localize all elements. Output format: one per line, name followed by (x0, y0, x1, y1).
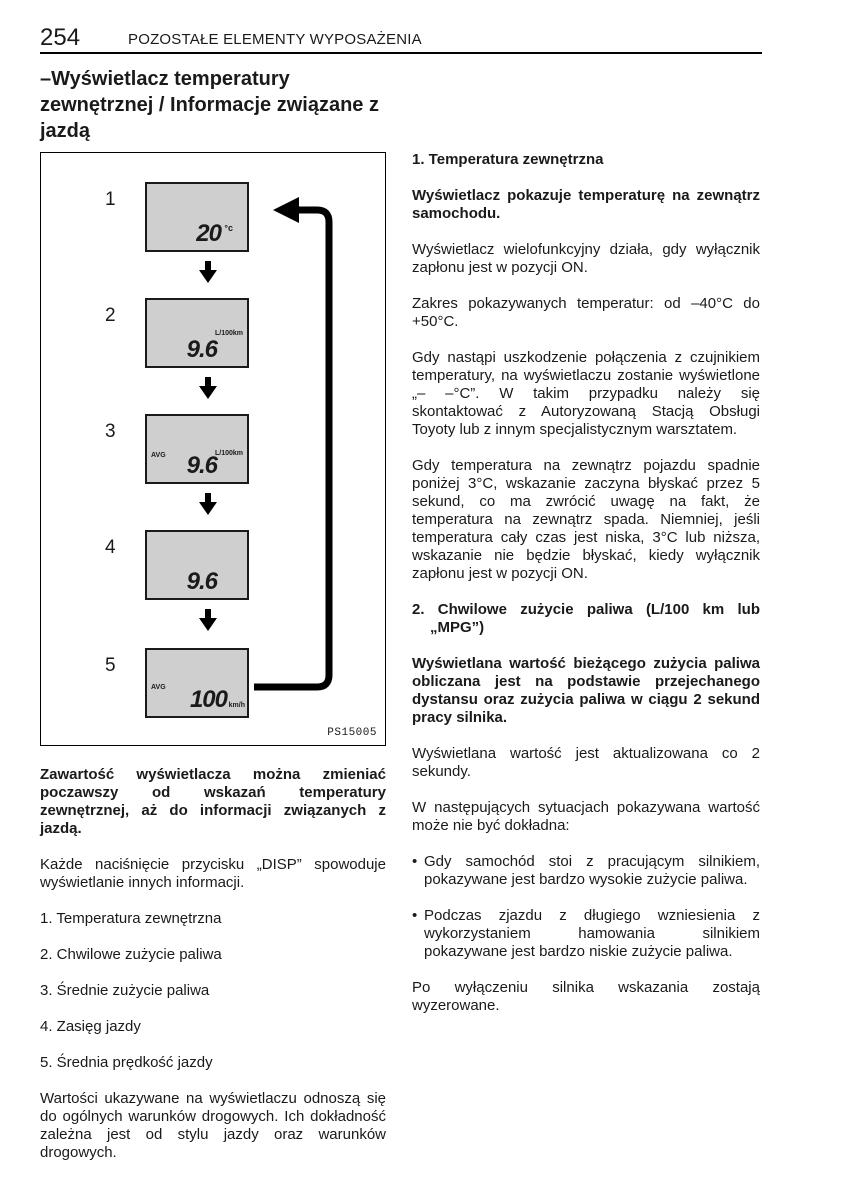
lcd-avg-label: AVG (151, 684, 166, 691)
bullet-item (412, 907, 760, 961)
step-number: 3 (105, 421, 116, 442)
conditions-paragraph: Wartości ukazywane na wyświetlaczu odnoszą się do ogólnych warunków drogowych. Ich dokładność zależna jest od stylu jazdy oraz warunków drogowych. (40, 1090, 386, 1161)
section-2-lead: Wyświetlana wartość bieżącego zużycia paliwa obliczana jest na podstawie przejechanego dystansu oraz zużycia paliwa w ciągu 2 sekund pracy silnika. (412, 655, 760, 726)
list-item: 2. Chwilowe zużycie paliwa (40, 946, 222, 963)
section-1-paragraph: Wyświetlacz wielofunkcyjny działa, gdy wyłącznik zapłonu jest w pozycji ON. (412, 241, 760, 276)
lcd-value: 9.6 (186, 452, 217, 479)
section-1-paragraph: Gdy temperatura na zewnątrz pojazdu spadnie poniżej 3°C, wskazanie zaczyna błyskać przez 5 sekund, co ma zwrócić uwagę na fakt, że temperatura na zewnątrz spada. Niemniej, jeśli temperatura cały czas jest niska, 3°C lub niższa, wskazanie nie będzie błyskać, kiedy wyłącznik zapłonu jest w pozycji ON. (412, 457, 760, 582)
bullet-icon: • (412, 853, 418, 870)
down-arrow-icon (199, 609, 217, 631)
lcd-value: 20 (196, 220, 221, 247)
section-1-paragraph: Gdy nastąpi uszkodzenie połączenia z czujnikiem temperatury, na wyświetlaczu zostanie wyświetlone „– –°C”. W takim przypadku należy się skontaktować z Autoryzowaną Stacją Obsługi Toyoty lub z innym specjalistycznym warsztatem. (412, 349, 760, 438)
lcd-avg-label: AVG (151, 452, 166, 459)
step-number: 2 (105, 305, 116, 326)
list-item: 3. Średnie zużycie paliwa (40, 982, 210, 999)
section-2-paragraph: Po wyłączeniu silnika wskazania zostają wyzerowane. (412, 979, 760, 1014)
figure-code: PS15005 (327, 727, 377, 739)
lcd-screen (145, 182, 249, 252)
display-step-4 (41, 537, 385, 617)
section-title: –Wyświetlacz temperatury zewnętrznej / Informacje związane z jazdą (40, 68, 379, 142)
display-step-2 (41, 305, 385, 385)
lcd-screen (145, 414, 249, 484)
section-1-paragraph: Zakres pokazywanych temperatur: od –40°C do +50°C. (412, 295, 760, 330)
left-column (40, 766, 386, 1180)
right-column (412, 151, 760, 1033)
lcd-unit: km/h (228, 702, 245, 709)
bullet-icon: • (412, 907, 418, 924)
list-item: 5. Średnia prędkość jazdy (40, 1054, 213, 1071)
section-2-paragraph: Wyświetlana wartość jest aktualizowana co 2 sekundy. (412, 745, 760, 780)
section-1-lead: Wyświetlacz pokazuje temperaturę na zewnątrz samochodu. (412, 187, 760, 222)
lcd-screen (145, 298, 249, 368)
lcd-value: 100 (189, 686, 227, 713)
section-1-heading: 1. Temperatura zewnętrzna (412, 151, 604, 168)
display-step-5 (41, 655, 385, 735)
display-diagram (40, 152, 386, 746)
bullet-text: Podczas zjazdu z długiego wzniesienia z wykorzystaniem hamowania silnikiem pokazywane jest bardzo niskie zużycie paliwa. (424, 907, 760, 960)
down-arrow-icon (199, 261, 217, 283)
running-title: POZOSTAŁE ELEMENTY WYPOSAŻENIA (128, 31, 422, 48)
display-modes-list (40, 910, 386, 1072)
list-item: 1. Temperatura zewnętrzna (40, 910, 222, 927)
lcd-unit: °c (224, 223, 233, 233)
step-number: 4 (105, 537, 116, 558)
disp-paragraph: Każde naciśnięcie przycisku „DISP” spowoduje wyświetlanie innych informacji. (40, 856, 386, 891)
bullet-item (412, 853, 760, 889)
section-2-heading: 2. Chwilowe zużycie paliwa (L/100 km lub „MPG”) (412, 601, 760, 636)
lcd-screen (145, 530, 249, 600)
display-step-1 (41, 189, 385, 269)
lcd-value: 9.6 (186, 568, 217, 595)
page-number: 254 (40, 24, 81, 51)
intro-paragraph: Zawartość wyświetlacza można zmieniać poczawszy od wskazań temperatury zewnętrznej, aż do informacji związanych z jazdą. (40, 766, 386, 837)
down-arrow-icon (199, 493, 217, 515)
list-item: 4. Zasięg jazdy (40, 1018, 141, 1035)
lcd-value: 9.6 (186, 336, 217, 363)
down-arrow-icon (199, 377, 217, 399)
lcd-unit: L/100km (214, 330, 243, 337)
step-number: 1 (105, 189, 116, 210)
lcd-unit: L/100km (214, 450, 243, 457)
display-step-3 (41, 421, 385, 501)
step-number: 5 (105, 655, 116, 676)
bullet-text: Gdy samochód stoi z pracującym silnikiem, pokazywane jest bardzo wysokie zużycie paliwa. (424, 853, 760, 888)
lcd-screen (145, 648, 249, 718)
page-header (40, 24, 762, 54)
section-2-paragraph: W następujących sytuacjach pokazywana wartość może nie być dokładna: (412, 799, 760, 834)
